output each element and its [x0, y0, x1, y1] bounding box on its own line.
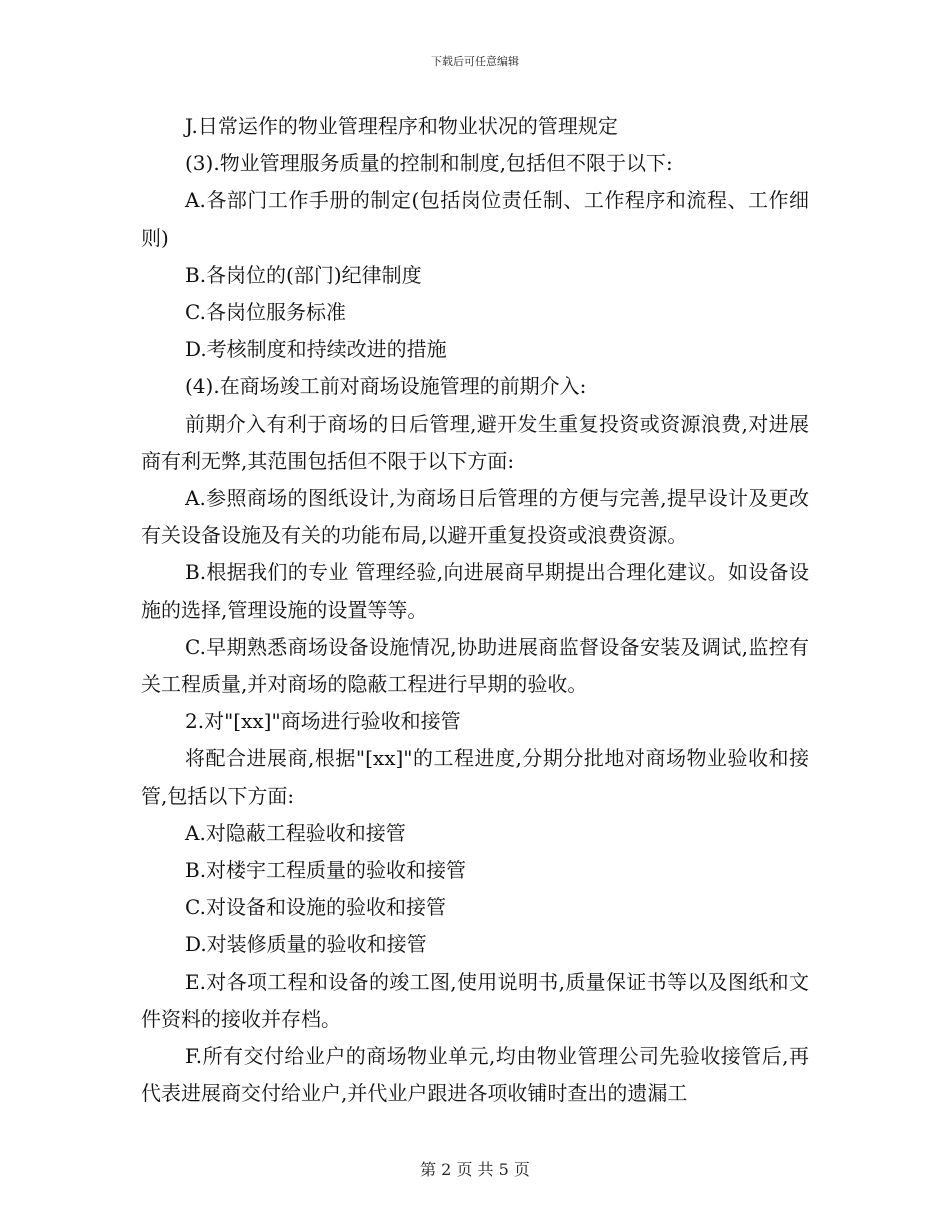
paragraph: 前期介入有利于商场的日后管理,避开发生重复投资或资源浪费,对进展商有利无弊,其范围包括但不限于以下方面: — [141, 411, 809, 473]
paragraph: C.对设备和设施的验收和接管 — [185, 895, 446, 920]
paragraph: A.对隐蔽工程验收和接管 — [185, 820, 406, 845]
paragraph: B.各岗位的(部门)纪律制度 — [185, 262, 422, 287]
paragraph: D.对装修质量的验收和接管 — [185, 932, 427, 957]
paragraph: B.根据我们的专业 管理经验,向进展商早期提出合理化建议。如设备设施的选择,管理设施的设置等等。 — [141, 560, 809, 622]
paragraph: J.日常运作的物业管理程序和物业状况的管理规定 — [185, 114, 618, 138]
paragraph: F.所有交付给业户的商场物业单元,均由物业管理公司先验收接管后,再代表进展商交付给业户,并代业户跟进各项收铺时查出的遗漏工 — [141, 1044, 809, 1106]
page-header-note: 下载后可任意编辑 — [431, 55, 519, 68]
paragraph: B.对楼宇工程质量的验收和接管 — [185, 858, 467, 883]
paragraph: D.考核制度和持续改进的措施 — [185, 337, 447, 362]
paragraph: (3).物业管理服务质量的控制和制度,包括但不限于以下: — [185, 151, 673, 176]
paragraph: (4).在商场竣工前对商场设施管理的前期介入: — [185, 374, 587, 399]
paragraph: A.各部门工作手册的制定(包括岗位责任制、工作程序和流程、工作细则) — [141, 188, 809, 250]
document-body — [141, 108, 809, 1112]
paragraph: C.早期熟悉商场设备设施情况,协助进展商监督设备安装及调试,监控有关工程质量,并对商场的隐蔽工程进行早期的验收。 — [141, 634, 809, 697]
paragraph: E.对各项工程和设备的竣工图,使用说明书,质量保证书等以及图纸和文件资料的接收并存档。 — [141, 969, 809, 1031]
paragraph: A.参照商场的图纸设计,为商场日后管理的方便与完善,提早设计及更改有关设备设施及有关的功能布局,以避开重复投资或浪费资源。 — [141, 486, 809, 548]
paragraph: 将配合进展商,根据"[xx]"的工程进度,分期分批地对商场物业验收和接管,包括以下方面: — [141, 746, 809, 808]
paragraph: C.各岗位服务标准 — [185, 300, 346, 325]
paragraph: 2.对"[xx]"商场进行验收和接管 — [185, 709, 461, 734]
page-number: 第 2 页 共 5 页 — [420, 1160, 530, 1179]
